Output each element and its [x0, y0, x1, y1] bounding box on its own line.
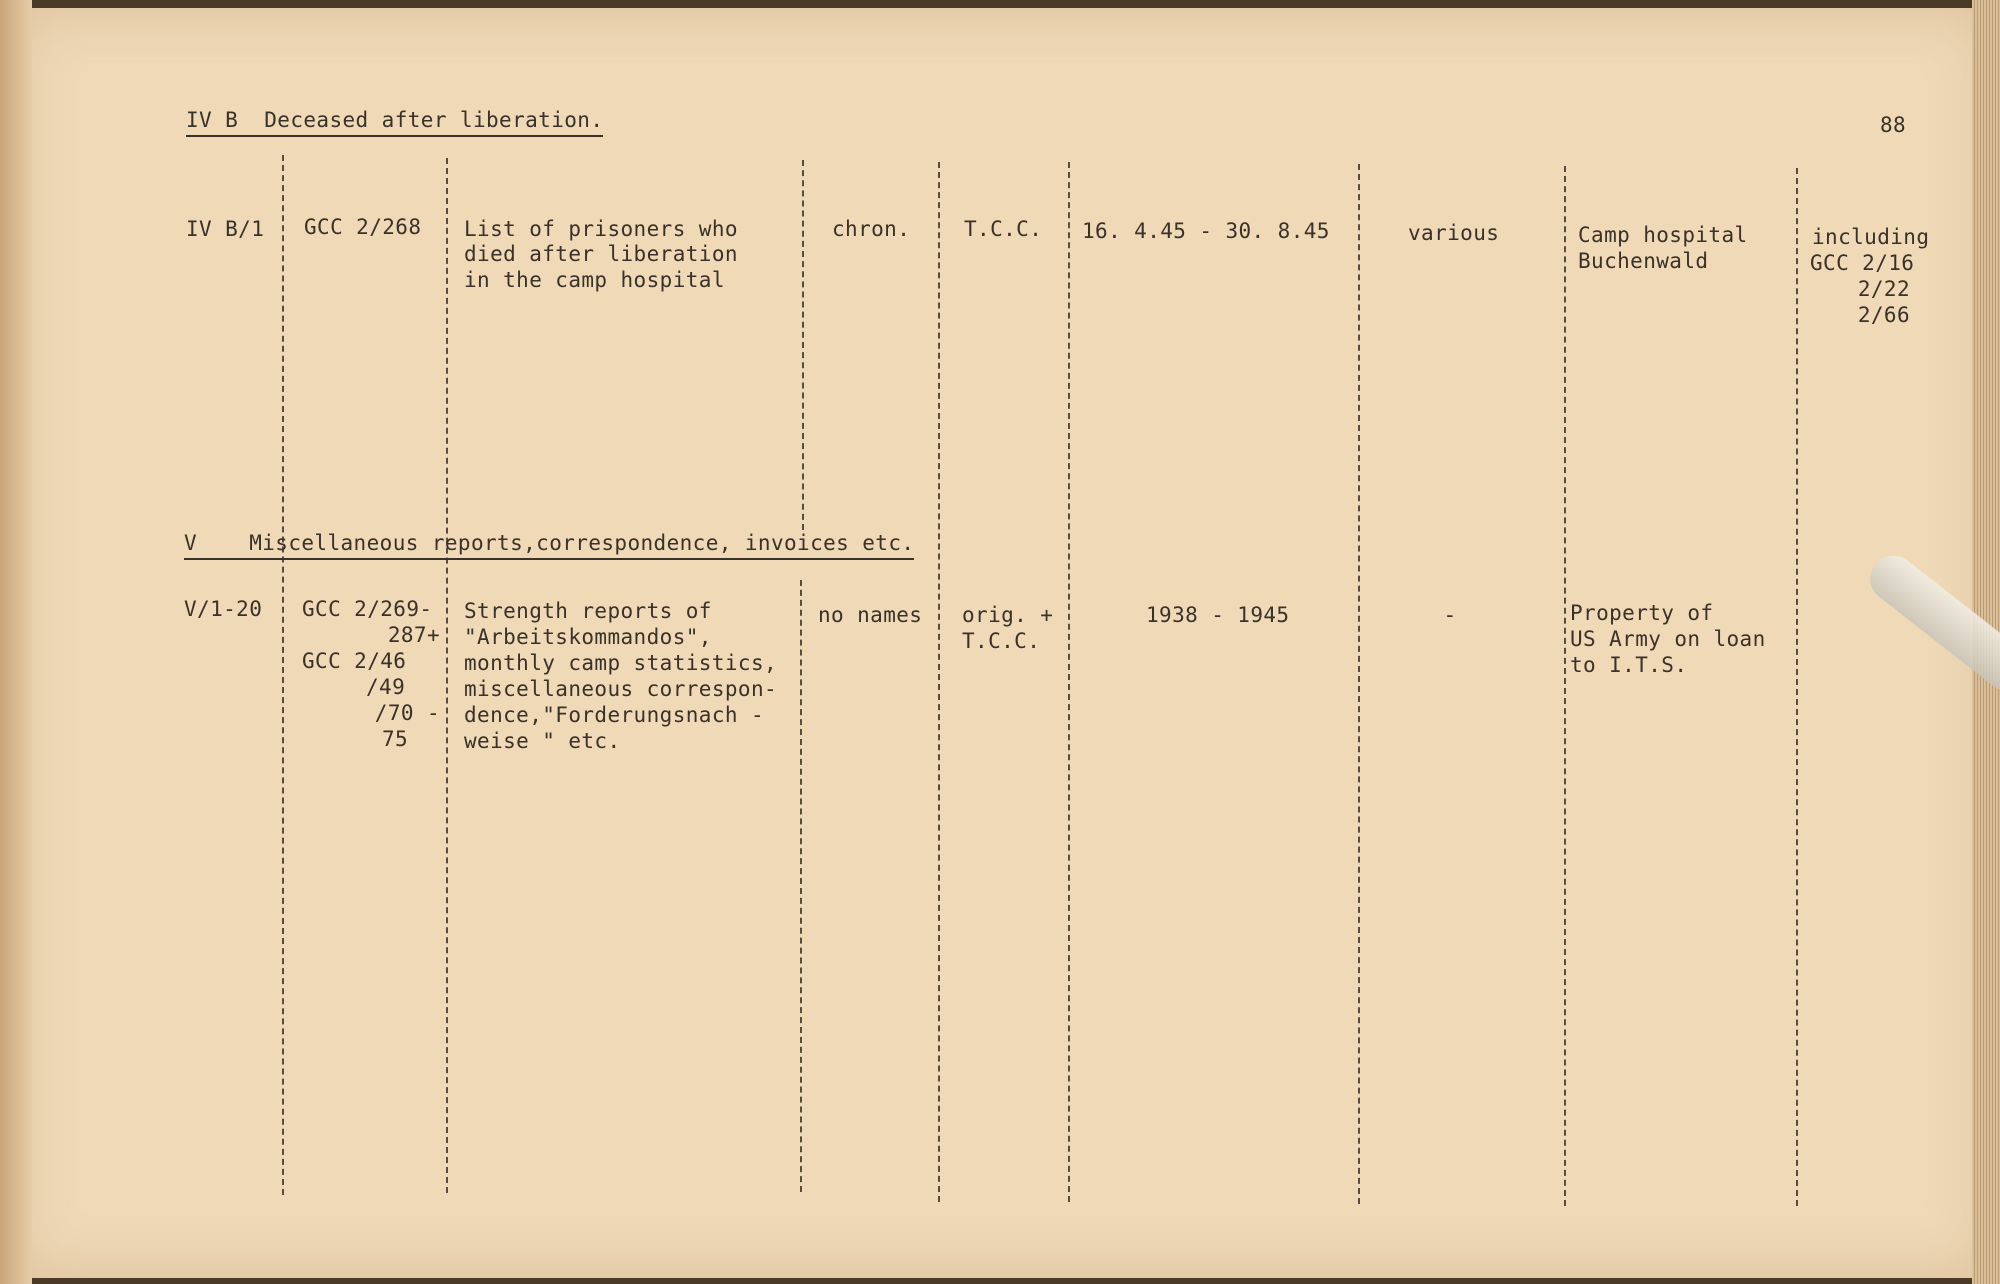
entry-order: chron.: [832, 217, 911, 241]
remarks-line: 2/22: [1857, 277, 1910, 301]
gcc-line: /70 -: [374, 701, 440, 725]
description-line: weise " etc.: [464, 729, 621, 753]
description-line: List of prisoners who: [464, 217, 738, 241]
entry-dates: 16. 4.45 - 30. 8.45: [1082, 219, 1330, 243]
location-line: Camp hospital: [1578, 223, 1748, 247]
gcc-line: 287+: [387, 623, 440, 647]
column-divider: [1068, 162, 1070, 1202]
column-divider: [800, 580, 802, 1192]
description-line: "Arbeitskommandos",: [464, 625, 712, 649]
form-line: T.C.C.: [962, 629, 1041, 653]
description-line: Strength reports of: [464, 599, 712, 623]
description-line: dence,"Forderungsnach -: [464, 703, 764, 727]
entry-form: T.C.C.: [964, 217, 1043, 241]
column-divider: [282, 155, 284, 1195]
location-line: US Army on loan: [1570, 627, 1766, 651]
section-heading-v: V Miscellaneous reports,correspondence, invoices etc.: [184, 530, 914, 560]
gcc-line: GCC 2/46: [302, 649, 407, 673]
gcc-line: GCC 2/269-: [302, 597, 433, 621]
entry-ref: V/1-20: [184, 597, 263, 621]
location-line: to I.T.S.: [1570, 653, 1688, 677]
entry-origin: various: [1408, 221, 1500, 245]
description-line: died after liberation: [464, 242, 738, 266]
column-divider: [446, 158, 448, 1193]
column-divider: [802, 160, 804, 530]
section-heading-iv-b: IV B Deceased after liberation.: [186, 107, 603, 137]
description-line: miscellaneous correspon-: [464, 677, 778, 701]
column-divider: [1358, 164, 1360, 1204]
column-divider: [1564, 166, 1566, 1206]
gcc-line: 75: [382, 727, 409, 751]
remarks-line: GCC 2/16: [1810, 251, 1915, 275]
entry-order: no names: [818, 603, 923, 627]
location-line: Buchenwald: [1578, 249, 1709, 273]
description-line: in the camp hospital: [464, 268, 725, 292]
location-line: Property of: [1570, 601, 1714, 625]
entry-gcc: GCC 2/268: [304, 215, 422, 239]
description-line: monthly camp statistics,: [464, 651, 778, 675]
remarks-line: 2/66: [1857, 303, 1910, 327]
column-divider: [938, 162, 940, 1202]
entry-dates: 1938 - 1945: [1146, 603, 1290, 627]
column-divider: [1796, 168, 1798, 1206]
form-line: orig. +: [962, 603, 1054, 627]
remarks-line: including: [1812, 225, 1930, 249]
gcc-line: /49: [366, 675, 406, 699]
entry-origin: -: [1443, 603, 1457, 627]
book-binding: [0, 0, 32, 1284]
entry-ref: IV B/1: [186, 217, 265, 241]
page-number: 88: [1880, 113, 1907, 137]
